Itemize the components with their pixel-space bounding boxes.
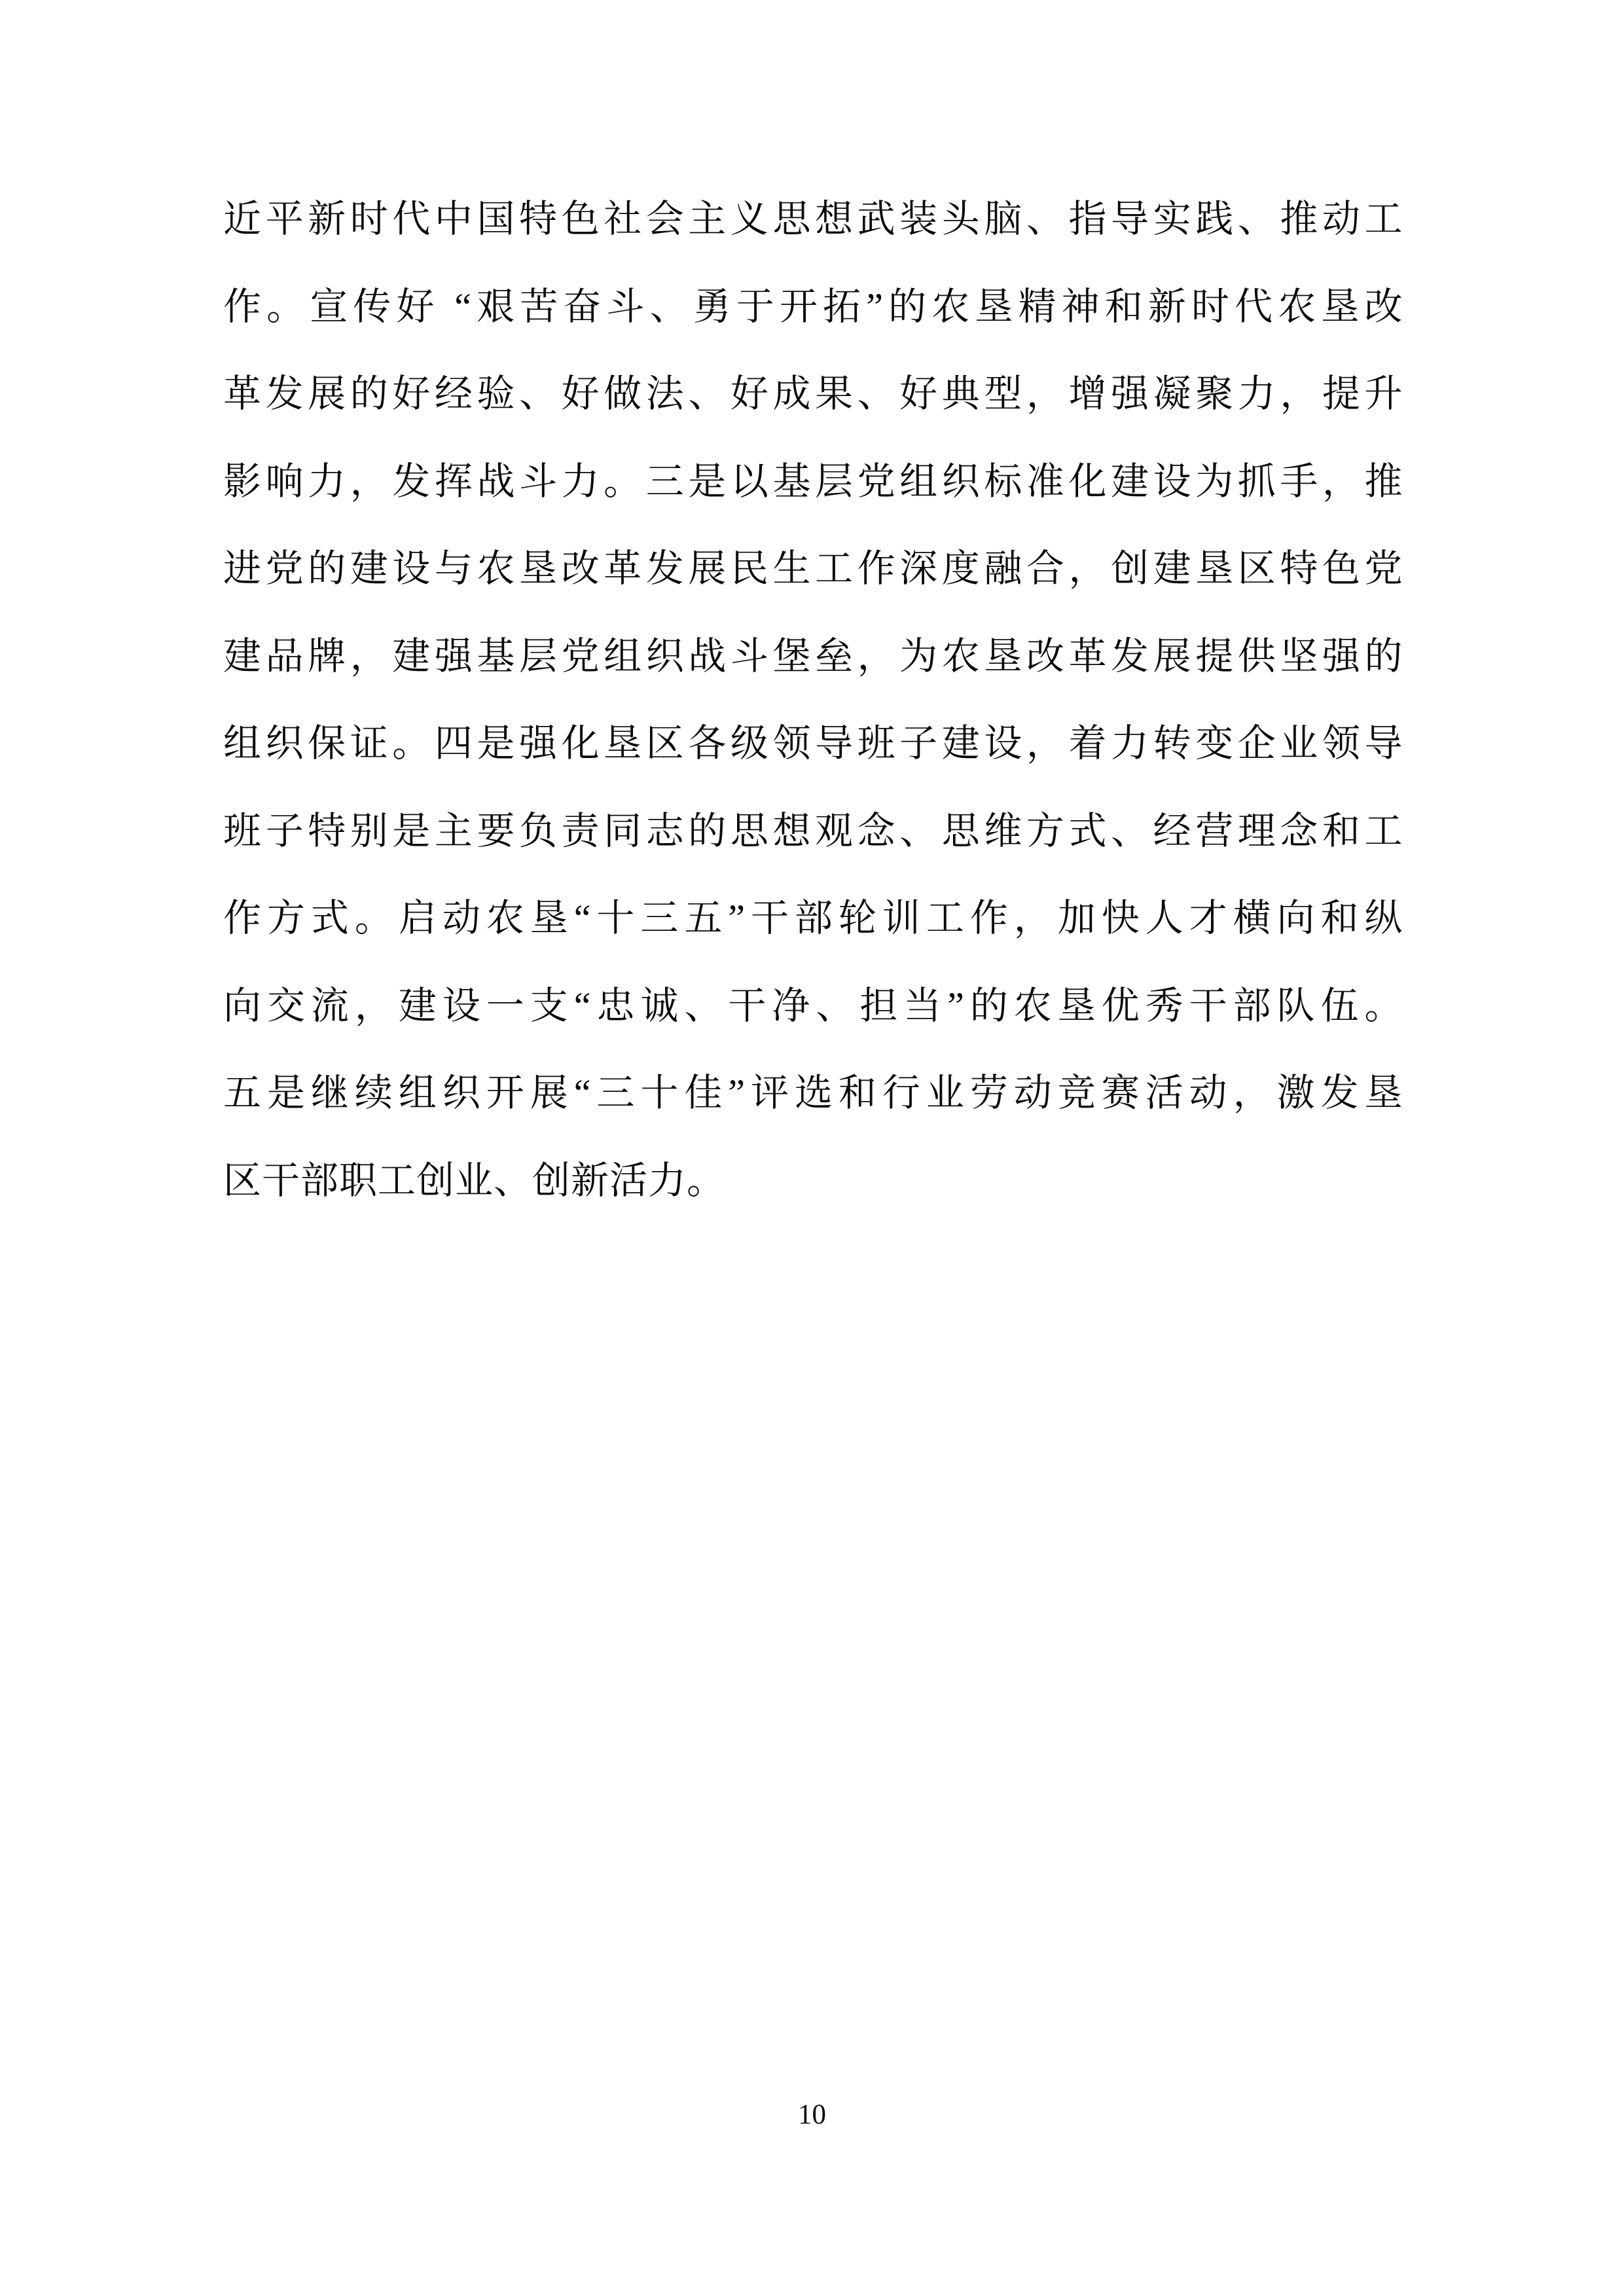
text-line: 革发展的好经验、好做法、好成果、好典型，增强凝聚力，提升 <box>223 372 1403 415</box>
text-line: 作方式。启动农垦“十三五”干部轮训工作，加快人才横向和纵 <box>223 897 1403 939</box>
text-line: 组织保证。四是强化垦区各级领导班子建设，着力转变企业领导 <box>223 722 1403 765</box>
page-number: 10 <box>798 2099 826 2130</box>
text-line: 建品牌，建强基层党组织战斗堡垒，为农垦改革发展提供坚强的 <box>223 634 1403 678</box>
text-line: 五是继续组织开展“三十佳”评选和行业劳动竞赛活动，激发垦 <box>223 1072 1403 1114</box>
text-line: 向交流，建设一支“忠诚、干净、担当”的农垦优秀干部队伍。 <box>223 984 1403 1027</box>
text-line: 班子特别是主要负责同志的思想观念、思维方式、经营理念和工 <box>223 809 1403 852</box>
text-line: 作。宣传好 “艰苦奋斗、勇于开拓”的农垦精神和新时代农垦改 <box>223 285 1403 328</box>
text-line: 区干部职工创业、创新活力。 <box>223 1159 726 1202</box>
text-block <box>223 175 1403 1224</box>
text-line: 影响力，发挥战斗力。三是以基层党组织标准化建设为抓手，推 <box>223 460 1403 503</box>
text-line: 近平新时代中国特色社会主义思想武装头脑、指导实践、推动工 <box>223 198 1403 240</box>
text-line: 进党的建设与农垦改革发展民生工作深度融合，创建垦区特色党 <box>223 547 1403 590</box>
